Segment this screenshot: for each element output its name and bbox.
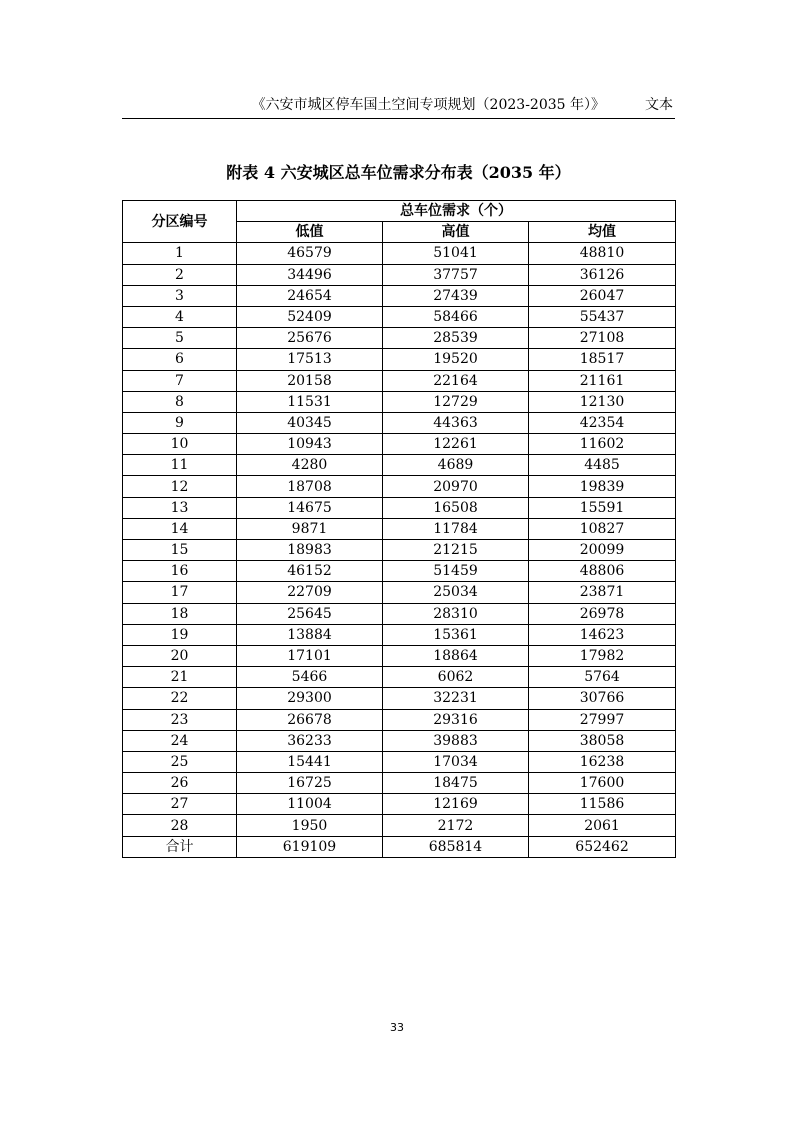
mean-value-cell: 26978 bbox=[529, 603, 676, 624]
low-value-cell: 13884 bbox=[237, 624, 383, 645]
table-row bbox=[123, 773, 676, 794]
low-value-cell: 25676 bbox=[237, 328, 383, 349]
document-title: 《六安市城区停车国土空间专项规划（2023-2035 年）》 bbox=[251, 97, 605, 113]
mean-value-cell: 11602 bbox=[529, 434, 676, 455]
low-value-cell: 46579 bbox=[237, 243, 383, 264]
zone-number-cell: 28 bbox=[123, 815, 237, 836]
table-row bbox=[123, 645, 676, 666]
table-row bbox=[123, 285, 676, 306]
zone-number-cell: 25 bbox=[123, 751, 237, 772]
table-row bbox=[123, 306, 676, 327]
low-value-cell: 17513 bbox=[237, 349, 383, 370]
zone-number-header: 分区编号 bbox=[123, 201, 237, 243]
high-value-cell: 27439 bbox=[383, 285, 529, 306]
high-value-cell: 15361 bbox=[383, 624, 529, 645]
mean-value-cell: 38058 bbox=[529, 730, 676, 751]
table-body bbox=[123, 243, 676, 857]
low-value-cell: 20158 bbox=[237, 370, 383, 391]
zone-number-cell: 23 bbox=[123, 709, 237, 730]
mean-value-cell: 55437 bbox=[529, 306, 676, 327]
total-label-cell: 合计 bbox=[123, 836, 237, 857]
low-value-cell: 25645 bbox=[237, 603, 383, 624]
table-row bbox=[123, 561, 676, 582]
low-value-cell: 14675 bbox=[237, 497, 383, 518]
high-value-cell: 28539 bbox=[383, 328, 529, 349]
high-value-cell: 51459 bbox=[383, 561, 529, 582]
table-row bbox=[123, 688, 676, 709]
mean-value-cell: 18517 bbox=[529, 349, 676, 370]
zone-number-cell: 1 bbox=[123, 243, 237, 264]
high-value-cell: 21215 bbox=[383, 540, 529, 561]
table-row bbox=[123, 518, 676, 539]
table-row bbox=[123, 540, 676, 561]
total-high-cell: 685814 bbox=[383, 836, 529, 857]
table-row bbox=[123, 603, 676, 624]
zone-number-cell: 16 bbox=[123, 561, 237, 582]
table-row bbox=[123, 624, 676, 645]
mean-value-cell: 14623 bbox=[529, 624, 676, 645]
low-value-cell: 9871 bbox=[237, 518, 383, 539]
mean-value-cell: 5764 bbox=[529, 667, 676, 688]
low-value-cell: 5466 bbox=[237, 667, 383, 688]
mean-value-cell: 12130 bbox=[529, 391, 676, 412]
high-value-cell: 22164 bbox=[383, 370, 529, 391]
table-row bbox=[123, 751, 676, 772]
high-value-cell: 29316 bbox=[383, 709, 529, 730]
mean-value-cell: 30766 bbox=[529, 688, 676, 709]
mean-value-cell: 23871 bbox=[529, 582, 676, 603]
table-row bbox=[123, 455, 676, 476]
table-row bbox=[123, 370, 676, 391]
table-row bbox=[123, 815, 676, 836]
high-value-cell: 6062 bbox=[383, 667, 529, 688]
mean-value-cell: 10827 bbox=[529, 518, 676, 539]
zone-number-cell: 27 bbox=[123, 794, 237, 815]
mean-value-cell: 19839 bbox=[529, 476, 676, 497]
high-value-cell: 11784 bbox=[383, 518, 529, 539]
high-value-cell: 18475 bbox=[383, 773, 529, 794]
parking-demand-table bbox=[122, 200, 676, 858]
mean-value-cell: 42354 bbox=[529, 412, 676, 433]
low-value-cell: 52409 bbox=[237, 306, 383, 327]
table-row bbox=[123, 412, 676, 433]
zone-number-cell: 24 bbox=[123, 730, 237, 751]
table-row bbox=[123, 667, 676, 688]
zone-number-cell: 17 bbox=[123, 582, 237, 603]
high-value-cell: 19520 bbox=[383, 349, 529, 370]
high-value-cell: 25034 bbox=[383, 582, 529, 603]
low-value-cell: 18708 bbox=[237, 476, 383, 497]
zone-number-cell: 21 bbox=[123, 667, 237, 688]
mean-value-cell: 11586 bbox=[529, 794, 676, 815]
high-value-cell: 44363 bbox=[383, 412, 529, 433]
high-value-cell: 12261 bbox=[383, 434, 529, 455]
low-value-cell: 22709 bbox=[237, 582, 383, 603]
table-row bbox=[123, 794, 676, 815]
zone-number-cell: 12 bbox=[123, 476, 237, 497]
high-value-cell: 20970 bbox=[383, 476, 529, 497]
total-mean-cell: 652462 bbox=[529, 836, 676, 857]
high-value-cell: 12729 bbox=[383, 391, 529, 412]
low-value-cell: 16725 bbox=[237, 773, 383, 794]
mean-value-header: 均值 bbox=[529, 222, 676, 243]
low-value-cell: 40345 bbox=[237, 412, 383, 433]
low-value-cell: 10943 bbox=[237, 434, 383, 455]
zone-number-cell: 22 bbox=[123, 688, 237, 709]
mean-value-cell: 26047 bbox=[529, 285, 676, 306]
low-value-cell: 34496 bbox=[237, 264, 383, 285]
zone-number-cell: 14 bbox=[123, 518, 237, 539]
zone-number-cell: 11 bbox=[123, 455, 237, 476]
total-demand-header: 总车位需求（个） bbox=[237, 201, 676, 222]
table-caption: 附表 4 六安城区总车位需求分布表（2035 年） bbox=[226, 163, 571, 182]
mean-value-cell: 27108 bbox=[529, 328, 676, 349]
low-value-cell: 1950 bbox=[237, 815, 383, 836]
zone-number-cell: 6 bbox=[123, 349, 237, 370]
zone-number-cell: 19 bbox=[123, 624, 237, 645]
mean-value-cell: 20099 bbox=[529, 540, 676, 561]
high-value-cell: 16508 bbox=[383, 497, 529, 518]
mean-value-cell: 48806 bbox=[529, 561, 676, 582]
mean-value-cell: 36126 bbox=[529, 264, 676, 285]
table-row bbox=[123, 328, 676, 349]
low-value-cell: 26678 bbox=[237, 709, 383, 730]
high-value-cell: 58466 bbox=[383, 306, 529, 327]
table-row bbox=[123, 709, 676, 730]
table-row bbox=[123, 391, 676, 412]
low-value-cell: 4280 bbox=[237, 455, 383, 476]
total-low-cell: 619109 bbox=[237, 836, 383, 857]
table-row bbox=[123, 497, 676, 518]
high-value-cell: 37757 bbox=[383, 264, 529, 285]
mean-value-cell: 4485 bbox=[529, 455, 676, 476]
document-type: 文本 bbox=[645, 97, 673, 113]
mean-value-cell: 2061 bbox=[529, 815, 676, 836]
table-row bbox=[123, 349, 676, 370]
table-row bbox=[123, 582, 676, 603]
low-value-cell: 11531 bbox=[237, 391, 383, 412]
zone-number-cell: 5 bbox=[123, 328, 237, 349]
low-value-cell: 46152 bbox=[237, 561, 383, 582]
high-value-cell: 51041 bbox=[383, 243, 529, 264]
zone-number-cell: 26 bbox=[123, 773, 237, 794]
low-value-cell: 29300 bbox=[237, 688, 383, 709]
mean-value-cell: 16238 bbox=[529, 751, 676, 772]
table-row bbox=[123, 434, 676, 455]
low-value-cell: 17101 bbox=[237, 645, 383, 666]
mean-value-cell: 21161 bbox=[529, 370, 676, 391]
zone-number-cell: 20 bbox=[123, 645, 237, 666]
table-row bbox=[123, 243, 676, 264]
high-value-header: 高值 bbox=[383, 222, 529, 243]
high-value-cell: 32231 bbox=[383, 688, 529, 709]
total-row bbox=[123, 836, 676, 857]
low-value-cell: 18983 bbox=[237, 540, 383, 561]
mean-value-cell: 15591 bbox=[529, 497, 676, 518]
high-value-cell: 17034 bbox=[383, 751, 529, 772]
low-value-cell: 15441 bbox=[237, 751, 383, 772]
zone-number-cell: 15 bbox=[123, 540, 237, 561]
mean-value-cell: 17600 bbox=[529, 773, 676, 794]
low-value-cell: 36233 bbox=[237, 730, 383, 751]
mean-value-cell: 17982 bbox=[529, 645, 676, 666]
mean-value-cell: 48810 bbox=[529, 243, 676, 264]
page-header bbox=[122, 92, 675, 119]
table-row bbox=[123, 730, 676, 751]
low-value-cell: 24654 bbox=[237, 285, 383, 306]
low-value-header: 低值 bbox=[237, 222, 383, 243]
high-value-cell: 4689 bbox=[383, 455, 529, 476]
high-value-cell: 2172 bbox=[383, 815, 529, 836]
zone-number-cell: 3 bbox=[123, 285, 237, 306]
zone-number-cell: 18 bbox=[123, 603, 237, 624]
table-row bbox=[123, 476, 676, 497]
high-value-cell: 12169 bbox=[383, 794, 529, 815]
high-value-cell: 18864 bbox=[383, 645, 529, 666]
zone-number-cell: 7 bbox=[123, 370, 237, 391]
zone-number-cell: 13 bbox=[123, 497, 237, 518]
zone-number-cell: 10 bbox=[123, 434, 237, 455]
zone-number-cell: 2 bbox=[123, 264, 237, 285]
high-value-cell: 28310 bbox=[383, 603, 529, 624]
zone-number-cell: 8 bbox=[123, 391, 237, 412]
high-value-cell: 39883 bbox=[383, 730, 529, 751]
mean-value-cell: 27997 bbox=[529, 709, 676, 730]
page-number: 33 bbox=[390, 1021, 404, 1034]
table-row bbox=[123, 264, 676, 285]
low-value-cell: 11004 bbox=[237, 794, 383, 815]
zone-number-cell: 9 bbox=[123, 412, 237, 433]
zone-number-cell: 4 bbox=[123, 306, 237, 327]
